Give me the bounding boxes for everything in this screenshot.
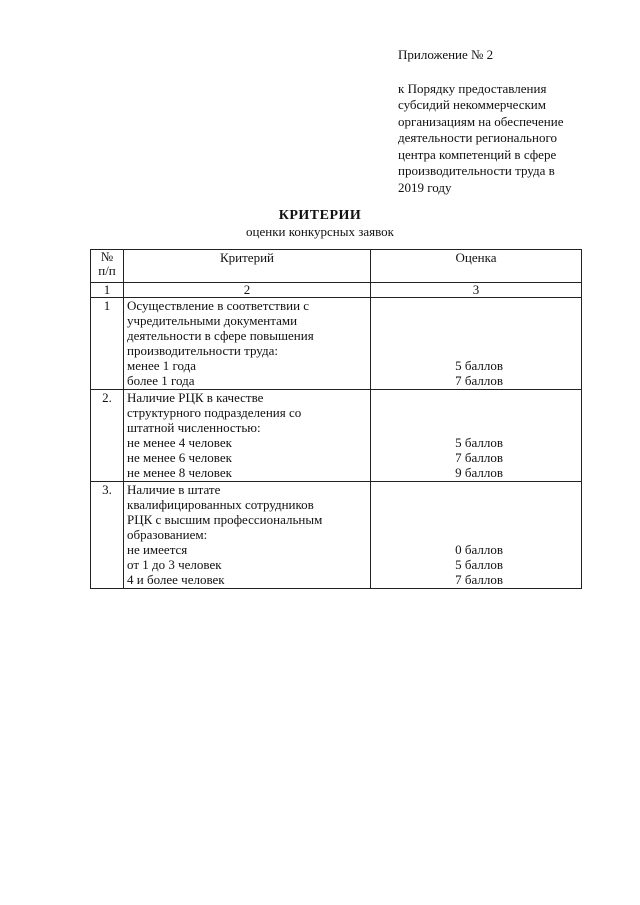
option-score: 0 баллов xyxy=(455,542,503,557)
row-number: 3. xyxy=(91,482,124,589)
criterion-text: структурного подразделения со xyxy=(127,405,302,420)
document-title: КРИТЕРИИ xyxy=(278,208,362,223)
option-score: 5 баллов xyxy=(455,435,503,450)
criterion-text: РЦК с высшим профессиональным xyxy=(127,512,323,527)
table-row xyxy=(91,482,582,589)
criterion-text: деятельности в сфере повышения xyxy=(127,328,314,343)
appendix-line: 2019 году xyxy=(398,179,452,195)
criterion-cell xyxy=(124,298,371,390)
header-num xyxy=(91,250,124,283)
score-cell xyxy=(371,390,582,482)
header-num-line: № xyxy=(100,249,114,264)
option-label: 4 и более человек xyxy=(127,572,225,587)
option-score: 7 баллов xyxy=(455,373,503,388)
option-label: не менее 4 человек xyxy=(127,435,232,450)
appendix-number: Приложение № 2 xyxy=(398,47,494,62)
criterion-text: штатной численностью: xyxy=(127,420,261,435)
appendix-line: субсидий некоммерческим xyxy=(398,97,546,112)
option-score: 9 баллов xyxy=(455,465,503,480)
column-index: 3 xyxy=(371,283,582,298)
table-row xyxy=(91,298,582,390)
row-number: 1 xyxy=(91,298,124,390)
option-label: не менее 8 человек xyxy=(127,465,232,480)
appendix-line: организациям на обеспечение xyxy=(398,113,564,129)
criterion-text: производительности труда: xyxy=(127,343,278,358)
header-score: Оценка xyxy=(371,250,582,283)
criterion-cell xyxy=(124,390,371,482)
score-cell xyxy=(371,482,582,589)
document-subtitle: оценки конкурсных заявок xyxy=(246,224,394,239)
column-index: 1 xyxy=(91,283,124,298)
table-header-row xyxy=(91,250,582,283)
criterion-text: Наличие в штате xyxy=(127,482,221,497)
option-score: 5 баллов xyxy=(455,557,503,572)
table-row xyxy=(91,390,582,482)
row-number: 2. xyxy=(91,390,124,482)
option-score: 5 баллов xyxy=(455,358,503,373)
option-label: менее 1 года xyxy=(127,358,197,373)
appendix-line: деятельности регионального xyxy=(398,130,557,145)
criterion-text: образованием: xyxy=(127,527,208,542)
header-criterion: Критерий xyxy=(124,250,371,283)
score-cell xyxy=(371,298,582,390)
column-index-row xyxy=(91,283,582,298)
criteria-table xyxy=(90,249,582,589)
column-index: 2 xyxy=(124,283,371,298)
option-label: не менее 6 человек xyxy=(127,450,232,465)
appendix-block xyxy=(398,47,628,196)
option-label: не имеется xyxy=(127,542,188,557)
option-score: 7 баллов xyxy=(455,450,503,465)
criterion-text: Наличие РЦК в качестве xyxy=(127,390,264,405)
option-label: более 1 года xyxy=(127,373,195,388)
criterion-text: учредительными документами xyxy=(127,313,298,328)
appendix-line: производительности труда в xyxy=(398,163,555,178)
criterion-text: Осуществление в соответствии с xyxy=(127,298,310,313)
option-label: от 1 до 3 человек xyxy=(127,557,222,572)
criterion-cell xyxy=(124,482,371,589)
criterion-text: квалифицированных сотрудников xyxy=(127,497,314,512)
option-score: 7 баллов xyxy=(455,572,503,587)
header-num-line: п/п xyxy=(98,263,116,278)
appendix-line: центра компетенций в сфере xyxy=(398,146,557,162)
appendix-line: к Порядку предоставления xyxy=(398,80,547,96)
